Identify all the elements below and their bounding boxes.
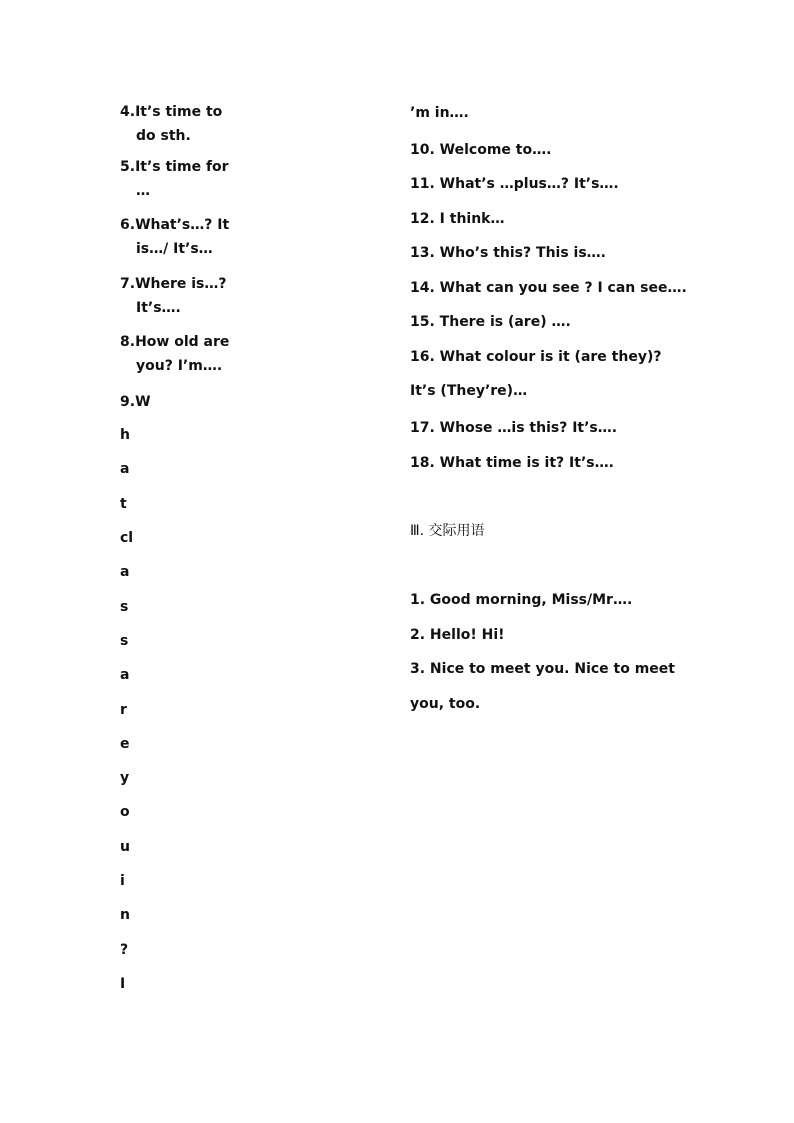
item9-letter: e bbox=[120, 736, 130, 752]
left-item-7 bbox=[120, 272, 227, 320]
item9-letter: s bbox=[120, 633, 129, 649]
item-number: 7. bbox=[120, 276, 136, 292]
left-item-9 bbox=[120, 390, 151, 414]
right-item-10: 10. Welcome to…. bbox=[410, 142, 552, 158]
item9-letter: i bbox=[120, 873, 125, 889]
item9-letter: o bbox=[120, 804, 130, 820]
left-item-4 bbox=[120, 100, 222, 148]
item-text-line1: What’s…? It bbox=[135, 217, 230, 233]
item9-letter: u bbox=[120, 839, 130, 855]
right-item-13: 13. Who’s this? This is…. bbox=[410, 245, 606, 261]
left-item-8 bbox=[120, 330, 229, 378]
item-text-line2: do sth. bbox=[136, 128, 191, 144]
item-number: 9. bbox=[120, 394, 136, 410]
item-number: 8. bbox=[120, 334, 136, 350]
item9-letter: cl bbox=[120, 530, 134, 546]
item-text-line2: is…/ It’s… bbox=[136, 241, 213, 257]
right-item-16-answer: It’s (They’re)… bbox=[410, 383, 528, 399]
right-item-15: 15. There is (are) …. bbox=[410, 314, 571, 330]
item9-letter: h bbox=[120, 427, 130, 443]
item-text-line2: It’s…. bbox=[136, 300, 181, 316]
phrase-3-continued: you, too. bbox=[410, 696, 481, 712]
item9-letter: s bbox=[120, 599, 129, 615]
right-item-11: 11. What’s …plus…? It’s…. bbox=[410, 176, 619, 192]
item-number: 6. bbox=[120, 217, 136, 233]
item-letter: W bbox=[135, 394, 151, 410]
item9-letter: a bbox=[120, 667, 130, 683]
item9-letter: ? bbox=[120, 942, 129, 958]
item-number: 4. bbox=[120, 104, 136, 120]
item-text-line1: Where is…? bbox=[135, 276, 227, 292]
phrase-3: 3. Nice to meet you. Nice to meet bbox=[410, 661, 675, 677]
item-number: 5. bbox=[120, 159, 136, 175]
left-item-5 bbox=[120, 155, 229, 203]
item9-letter: a bbox=[120, 461, 130, 477]
item9-letter: a bbox=[120, 564, 130, 580]
section-heading: Ⅲ. 交际用语 bbox=[410, 523, 485, 539]
item-text-line1: It’s time for bbox=[135, 159, 229, 175]
item-text-line2: … bbox=[136, 183, 150, 199]
item-text-line1: How old are bbox=[135, 334, 230, 350]
left-item-6 bbox=[120, 213, 229, 261]
right-item-17: 17. Whose …is this? It’s…. bbox=[410, 420, 618, 436]
item9-letter: r bbox=[120, 702, 127, 718]
right-item-16: 16. What colour is it (are they)? bbox=[410, 349, 662, 365]
item9-letter: y bbox=[120, 770, 130, 786]
item-text-line1: It’s time to bbox=[135, 104, 223, 120]
item-text-line2: you? I’m…. bbox=[136, 358, 223, 374]
phrase-1: 1. Good morning, Miss/Mr…. bbox=[410, 592, 633, 608]
right-item-14: 14. What can you see ? I can see…. bbox=[410, 280, 687, 296]
right-item-12: 12. I think… bbox=[410, 211, 505, 227]
right-item-18: 18. What time is it? It’s…. bbox=[410, 455, 614, 471]
item9-letter: t bbox=[120, 496, 127, 512]
phrase-2: 2. Hello! Hi! bbox=[410, 627, 505, 643]
item9-letter: n bbox=[120, 907, 130, 923]
right-continuation: ’m in…. bbox=[410, 105, 469, 121]
item9-letter: I bbox=[120, 976, 126, 992]
